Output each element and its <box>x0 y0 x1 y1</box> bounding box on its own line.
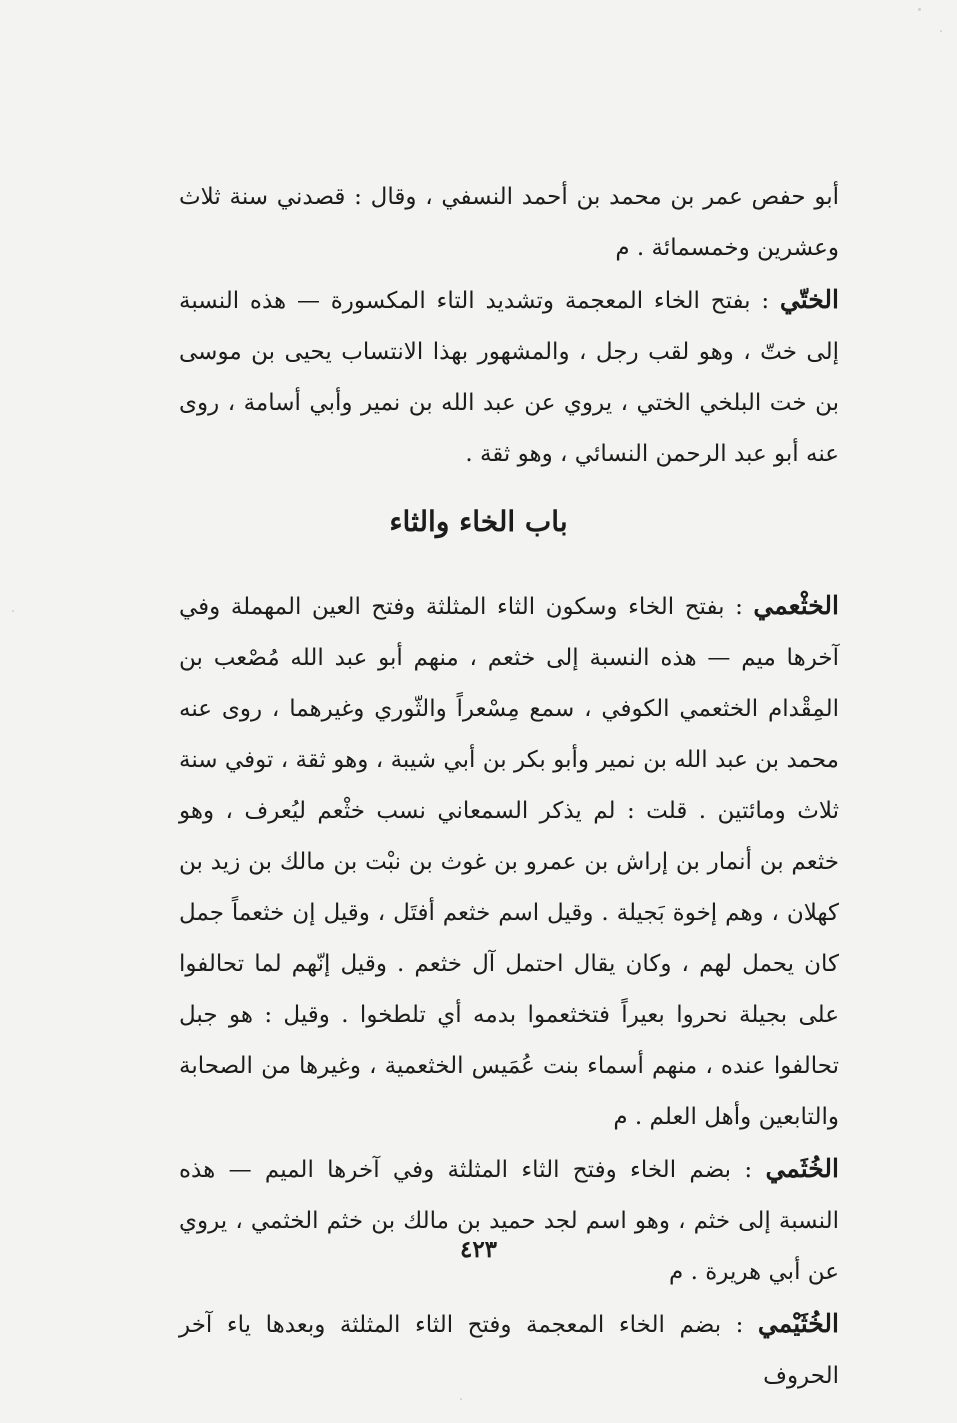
page-number: ٤٢٣ <box>459 1236 498 1263</box>
entry-text: : بضم الخاء وفتح الثاء المثلثة وفي آخرها الميم — هذه النسبة إلى خثم ، وهو اسم لجد حميد بن مالك بن خثم الخثمي ، يروي عن أبي هريرة . م <box>179 1157 839 1285</box>
top-entries-block <box>179 170 839 480</box>
paper-speck <box>918 8 921 11</box>
continuation-paragraph <box>179 170 839 274</box>
section-title: باب الخاء والثاء <box>389 505 568 538</box>
entry-headword: الخُثَمي <box>765 1154 839 1183</box>
entry-paragraph <box>179 274 839 480</box>
entry-text: : بفتح الخاء المعجمة وتشديد التاء المكسورة — هذه النسبة إلى ختّ ، وهو لقب رجل ، والمشهور بهذا الانتساب يحيى بن موسى بن خت البلخي الختي ، يروي عن عبد الله بن نمير وأبي أسامة ، روى عنه أبو عبد الرحمن النسائي ، وهو ثقة . <box>179 288 839 467</box>
entry-paragraph <box>179 1298 839 1402</box>
entry-text: أبو حفص عمر بن محمد بن أحمد النسفي ، وقال : قصدني سنة ثلاث وعشرين وخمسمائة . م <box>179 184 839 261</box>
entry-headword: الخثْعمي <box>753 591 839 620</box>
paper-speck <box>940 30 942 32</box>
main-entries-block <box>179 580 839 1402</box>
entry-text: : بضم الخاء المعجمة وفتح الثاء المثلثة وبعدها ياء آخر الحروف <box>179 1312 839 1389</box>
entry-headword: الختّي <box>779 285 839 314</box>
entry-paragraph <box>179 580 839 1143</box>
entry-paragraph <box>179 1143 839 1298</box>
entry-text: : بفتح الخاء وسكون الثاء المثلثة وفتح العين المهملة وفي آخرها ميم — هذه النسبة إلى خثعم ، منهم أبو عبد الله مُصْعب بن المِقْدام الخثعمي الكوفي ، سمع مِسْعراً والثّوري وغيرهما ، روى عنه محمد بن عبد الله بن نمير وأبو بكر بن أبي شيبة ، وهو ثقة ، توفي سنة ثلاث ومائتين . قلت : لم يذكر السمعاني نسب خثْعم ليُعرف ، وهو خثعم بن أنمار بن إراش بن عمرو بن غوث بن نبْت بن مالك بن زيد بن كهلان ، وهم إخوة بَجيلة . وقيل اسم خثعم أفتَل ، وقيل إن خثعماً جمل كان يحمل لهم ، وكان يقال احتمل آل خثعم . وقيل إنّهم لما تحالفوا على بجيلة نحروا بعيراً فتخثعموا بدمه أي تلطخوا . وقيل : هو جبل تحالفوا عنده ، منهم أسماء بنت عُمَيس الخثعمية ، وغيرها من الصحابة والتابعين وأهل العلم . م <box>179 594 839 1130</box>
entry-headword: الخُثَيْمي <box>757 1309 839 1338</box>
paper-speck <box>12 610 14 612</box>
